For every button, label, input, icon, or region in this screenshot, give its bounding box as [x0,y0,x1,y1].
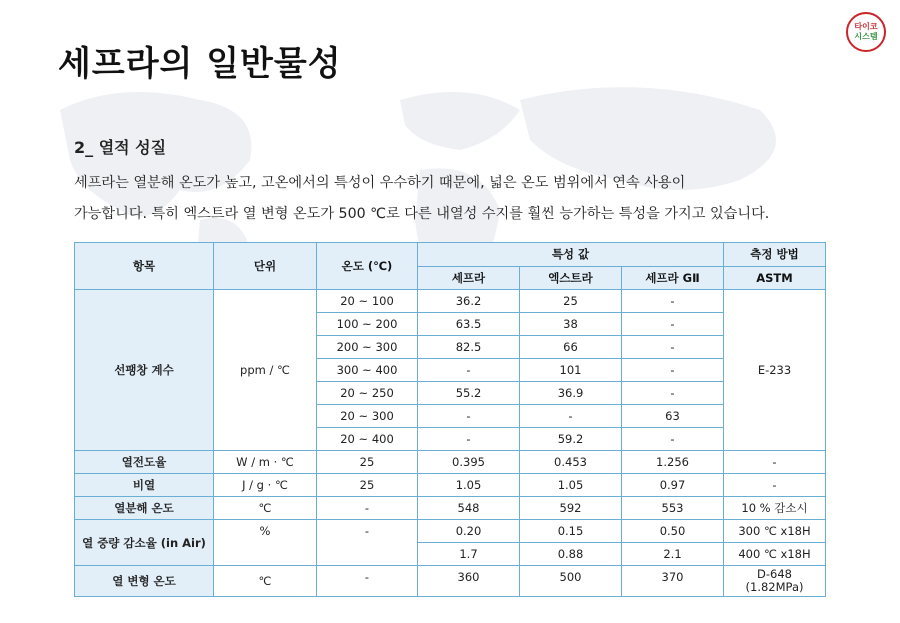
thermal-properties-table [74,242,826,597]
extra-cell: 36.9 [520,382,622,405]
sepla-cell: 1.05 [418,474,520,497]
temp-cell: 25 [317,474,418,497]
g2-cell: 2.1 [622,543,724,566]
header-item: 항목 [75,243,214,290]
extra-cell: 500 [520,566,622,597]
page-title: 세프라의 일반물성 [58,44,342,84]
method-line: (1.82MPa) [745,580,804,594]
sepla-cell: 63.5 [418,313,520,336]
sepla-cell: 548 [418,497,520,520]
temp-cell: 200 ~ 300 [317,336,418,359]
logo-text-line2: 시스템 [854,32,878,41]
temp-cell: - [317,520,418,566]
row-label-conductivity: 열전도율 [75,451,214,474]
extra-cell: 38 [520,313,622,336]
g2-cell: - [622,336,724,359]
g2-cell: - [622,359,724,382]
sepla-cell: 55.2 [418,382,520,405]
table-row [75,290,826,313]
temp-cell: 20 ~ 400 [317,428,418,451]
header-unit: 단위 [214,243,317,290]
g2-cell: 0.50 [622,520,724,543]
expansion-method: E-233 [724,290,826,451]
row-label-specific-heat: 비열 [75,474,214,497]
temp-cell: 20 ~ 250 [317,382,418,405]
extra-cell: 66 [520,336,622,359]
table-row [75,566,826,597]
method-cell: 300 ℃ x18H [724,520,826,543]
g2-cell: - [622,428,724,451]
temp-cell: 20 ~ 300 [317,405,418,428]
extra-cell: 592 [520,497,622,520]
extra-cell: 0.15 [520,520,622,543]
sepla-cell: 1.7 [418,543,520,566]
g2-cell: - [622,290,724,313]
temp-cell: 300 ~ 400 [317,359,418,382]
method-cell: - [724,451,826,474]
method-line: D-648 [757,567,792,581]
method-cell: - [724,474,826,497]
extra-cell: 101 [520,359,622,382]
section-description [74,168,769,230]
method-cell: 400 ℃ x18H [724,543,826,566]
expansion-unit: ppm / ℃ [214,290,317,451]
extra-cell: 0.88 [520,543,622,566]
header-extra: 엑스트라 [520,266,622,290]
row-label-weight-loss: 열 중량 감소율 (in Air) [75,520,214,566]
header-sepla-g2: 세프라 GⅡ [622,266,724,290]
section-heading: 2_ 열적 성질 [74,138,167,157]
header-values-group: 특성 값 [418,243,724,267]
g2-cell: - [622,382,724,405]
extra-cell: 1.05 [520,474,622,497]
logo-text-line1: 타이코 [854,22,878,31]
description-line: 가능합니다. 특히 엑스트라 열 변형 온도가 500 ℃로 다른 내열성 수지를 훨씬 능가하는 특성을 가지고 있습니다. [74,206,770,222]
header-temp: 온도 (℃) [317,243,418,290]
header-astm: ASTM [724,266,826,290]
temp-cell: - [317,566,418,597]
row-label-deflection: 열 변형 온도 [75,566,214,597]
g2-cell: 0.97 [622,474,724,497]
unit-cell: % [214,520,317,566]
row-label-decomposition: 열분해 온도 [75,497,214,520]
unit-cell: ℃ [214,497,317,520]
g2-cell: 1.256 [622,451,724,474]
sepla-cell: 360 [418,566,520,597]
g2-cell: - [622,313,724,336]
g2-cell: 553 [622,497,724,520]
extra-cell: 59.2 [520,428,622,451]
method-cell: 10 % 감소시 [724,497,826,520]
method-cell [724,566,826,597]
row-label-expansion: 선팽창 계수 [75,290,214,451]
extra-cell: - [520,405,622,428]
unit-cell: W / m · ℃ [214,451,317,474]
temp-cell: 20 ~ 100 [317,290,418,313]
g2-cell: 370 [622,566,724,597]
company-logo [846,12,886,52]
description-line: 세프라는 열분해 온도가 높고, 고온에서의 특성이 우수하기 때문에, 넓은 온도 범위에서 연속 사용이 [74,175,686,191]
sepla-cell: 0.395 [418,451,520,474]
g2-cell: 63 [622,405,724,428]
sepla-cell: 36.2 [418,290,520,313]
temp-cell: 100 ~ 200 [317,313,418,336]
temp-cell: 25 [317,451,418,474]
table-row [75,451,826,474]
sepla-cell: - [418,359,520,382]
unit-cell: ℃ [214,566,317,597]
temp-cell: - [317,497,418,520]
unit-cell: J / g · ℃ [214,474,317,497]
extra-cell: 0.453 [520,451,622,474]
sepla-cell: - [418,428,520,451]
table-row [75,497,826,520]
table-row [75,474,826,497]
extra-cell: 25 [520,290,622,313]
sepla-cell: 0.20 [418,520,520,543]
sepla-cell: 82.5 [418,336,520,359]
header-sepla: 세프라 [418,266,520,290]
header-method-group: 측정 방법 [724,243,826,267]
table-row [75,520,826,543]
sepla-cell: - [418,405,520,428]
